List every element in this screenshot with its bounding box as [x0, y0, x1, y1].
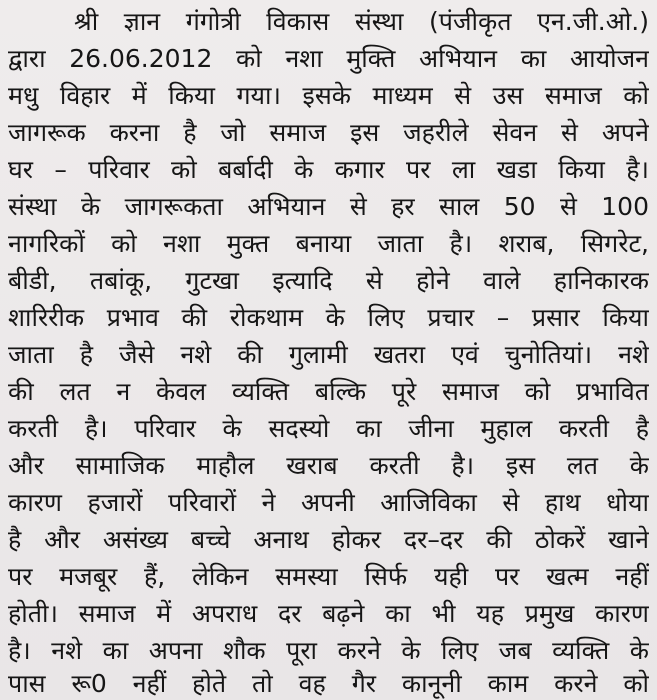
article-line: है। नशे का अपना शौक पूरा करने के लिए जब व्यक्ति के [8, 636, 649, 665]
article-line: मधु विहार में किया गया। इसके माध्यम से उस समाज को [8, 81, 649, 110]
article-line: पास रू0 नहीं होते तो वह गैर कानूनी काम करने को [8, 669, 649, 698]
article-line: घर – परिवार को बर्बादी के कगार पर ला खडा किया है। [8, 155, 649, 184]
article-line: है और असंख्य बच्चे अनाथ होकर दर–दर की ठोकरें खाने [8, 525, 649, 554]
article-line: पर मजबूर हैं, लेकिन समस्या सिर्फ यही पर खत्म नहीं [8, 562, 649, 591]
article-line: कारण हजारों परिवारों ने अपनी आजिविका से हाथ धोया [8, 488, 649, 517]
article-line: और सामाजिक माहौल खराब करती है। इस लत के [8, 451, 649, 480]
article-line: द्वारा 26.06.2012 को नशा मुक्ति अभियान का आयोजन [8, 44, 649, 73]
article-line: करती है। परिवार के सदस्यो का जीना मुहाल करती है [8, 414, 649, 443]
article-line: जाता है जैसे नशे की गुलामी खतरा एवं चुनोतियां। नशे [8, 340, 649, 369]
article-line: श्री ज्ञान गंगोत्री विकास संस्था (पंजीकृत एन.जी.ओ.) [74, 7, 649, 36]
article-line: नागरिकों को नशा मुक्त बनाया जाता है। शराब, सिगरेट, [8, 229, 649, 258]
article-line: शारिरीक प्रभाव की रोकथाम के लिए प्रचार – प्रसार किया [8, 303, 649, 332]
article-line: संस्था के जागरूकता अभियान से हर साल 50 से 100 [8, 192, 649, 221]
article-line: होती। समाज में अपराध दर बढ़ने का भी यह प्रमुख कारण [8, 599, 649, 628]
article-line: की लत न केवल व्यक्ति बल्कि पूरे समाज को प्रभावित [8, 377, 649, 406]
article-line: बीडी, तबांकू, गुटखा इत्यादि से होने वाले हानिकारक [8, 266, 649, 295]
article-line: जागरूक करना है जो समाज इस जहरीले सेवन से अपने [8, 118, 649, 147]
